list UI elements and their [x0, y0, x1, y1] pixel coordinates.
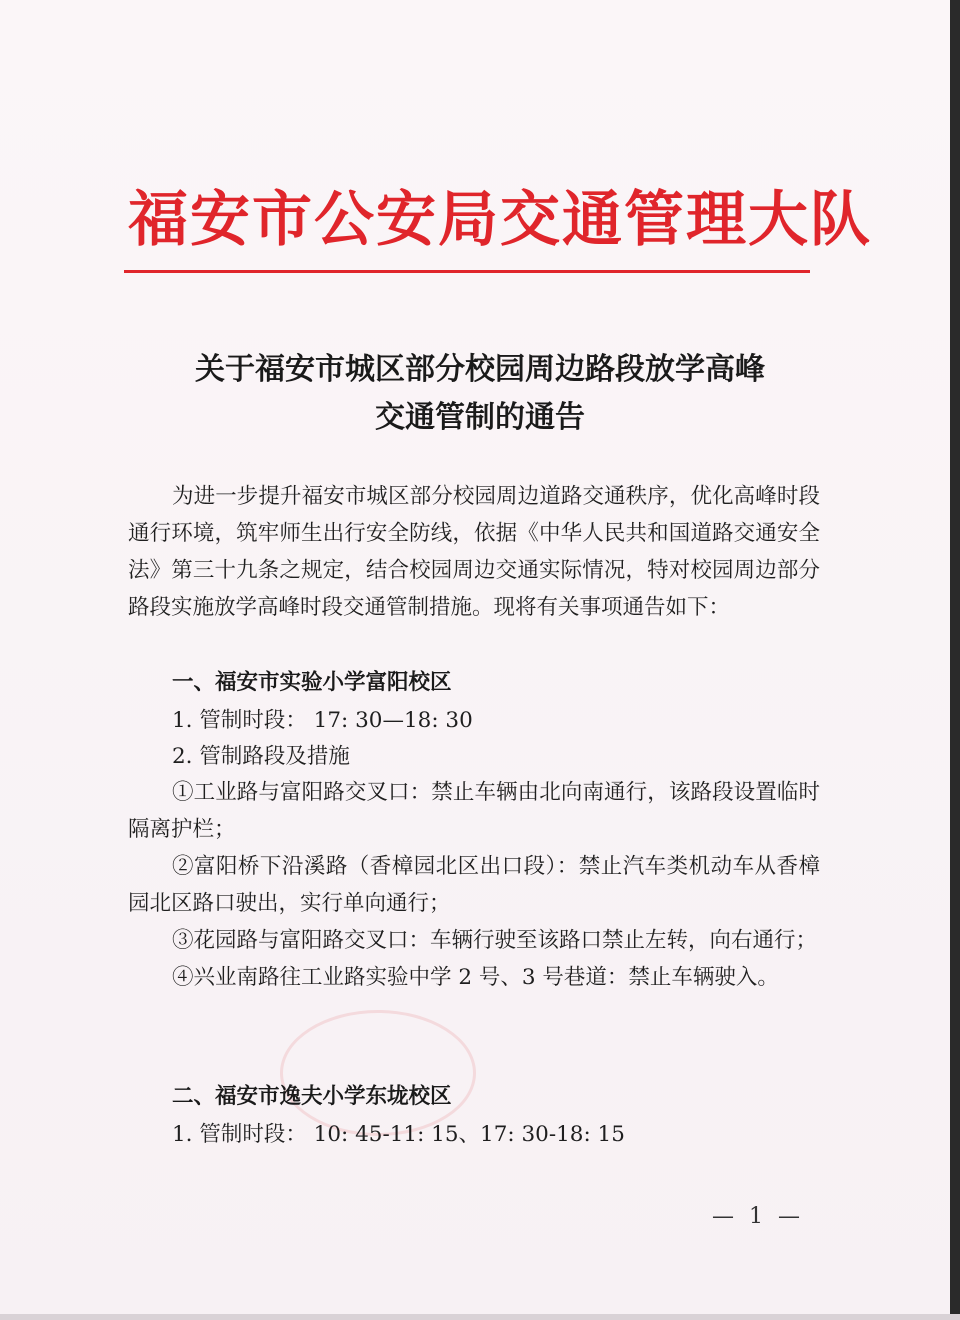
intro-paragraph: 为进一步提升福安市城区部分校园周边道路交通秩序，优化高峰时段通行环境，筑牢师生出行安全防线，依据《中华人民共和国道路交通安全法》第三十九条之规定，结合校园周边交通实际情况，特对校园周边部分路段实施放学高峰时段交通管制措施。现将有关事项通告如下： — [128, 484, 820, 620]
section-1-item-3: ③花园路与富阳路交叉口：车辆行驶至该路口禁止左转，向右通行； — [172, 928, 818, 953]
section-2-time: 1. 管制时段： 10: 45-11: 15、17: 30-18: 15 — [172, 1122, 625, 1147]
section-1-item-2: ②富阳桥下沿溪路（香樟园北区出口段）：禁止汽车类机动车从香樟园北区路口驶出，实行单向通行； — [128, 854, 820, 916]
document-title-line-1: 关于福安市城区部分校园周边路段放学高峰 — [195, 352, 765, 387]
section-1-item-1: ①工业路与富阳路交叉口：禁止车辆由北向南通行，该路段设置临时隔离护栏； — [128, 780, 820, 842]
section-1-item-4: ④兴业南路往工业路实验中学 2 号、3 号巷道：禁止车辆驶入。 — [172, 965, 779, 990]
section-2-heading: 二、福安市逸夫小学东垅校区 — [172, 1084, 452, 1109]
section-1-measures-label: 2. 管制路段及措施 — [172, 744, 350, 769]
scan-edge-bottom — [0, 1314, 960, 1320]
header-red-rule — [124, 270, 810, 273]
scan-edge-right — [950, 0, 960, 1320]
section-1-heading: 一、福安市实验小学富阳校区 — [172, 670, 452, 695]
section-1-items — [128, 774, 820, 996]
page-number: — 1 — — [712, 1204, 804, 1229]
section-1-time: 1. 管制时段： 17: 30—18: 30 — [172, 708, 473, 733]
document-title-line-2: 交通管制的通告 — [375, 400, 585, 435]
intro-paragraph-block — [128, 478, 820, 626]
document-title — [130, 346, 830, 442]
issuing-organization-header: 福安市公安局交通管理大队 — [128, 185, 872, 255]
